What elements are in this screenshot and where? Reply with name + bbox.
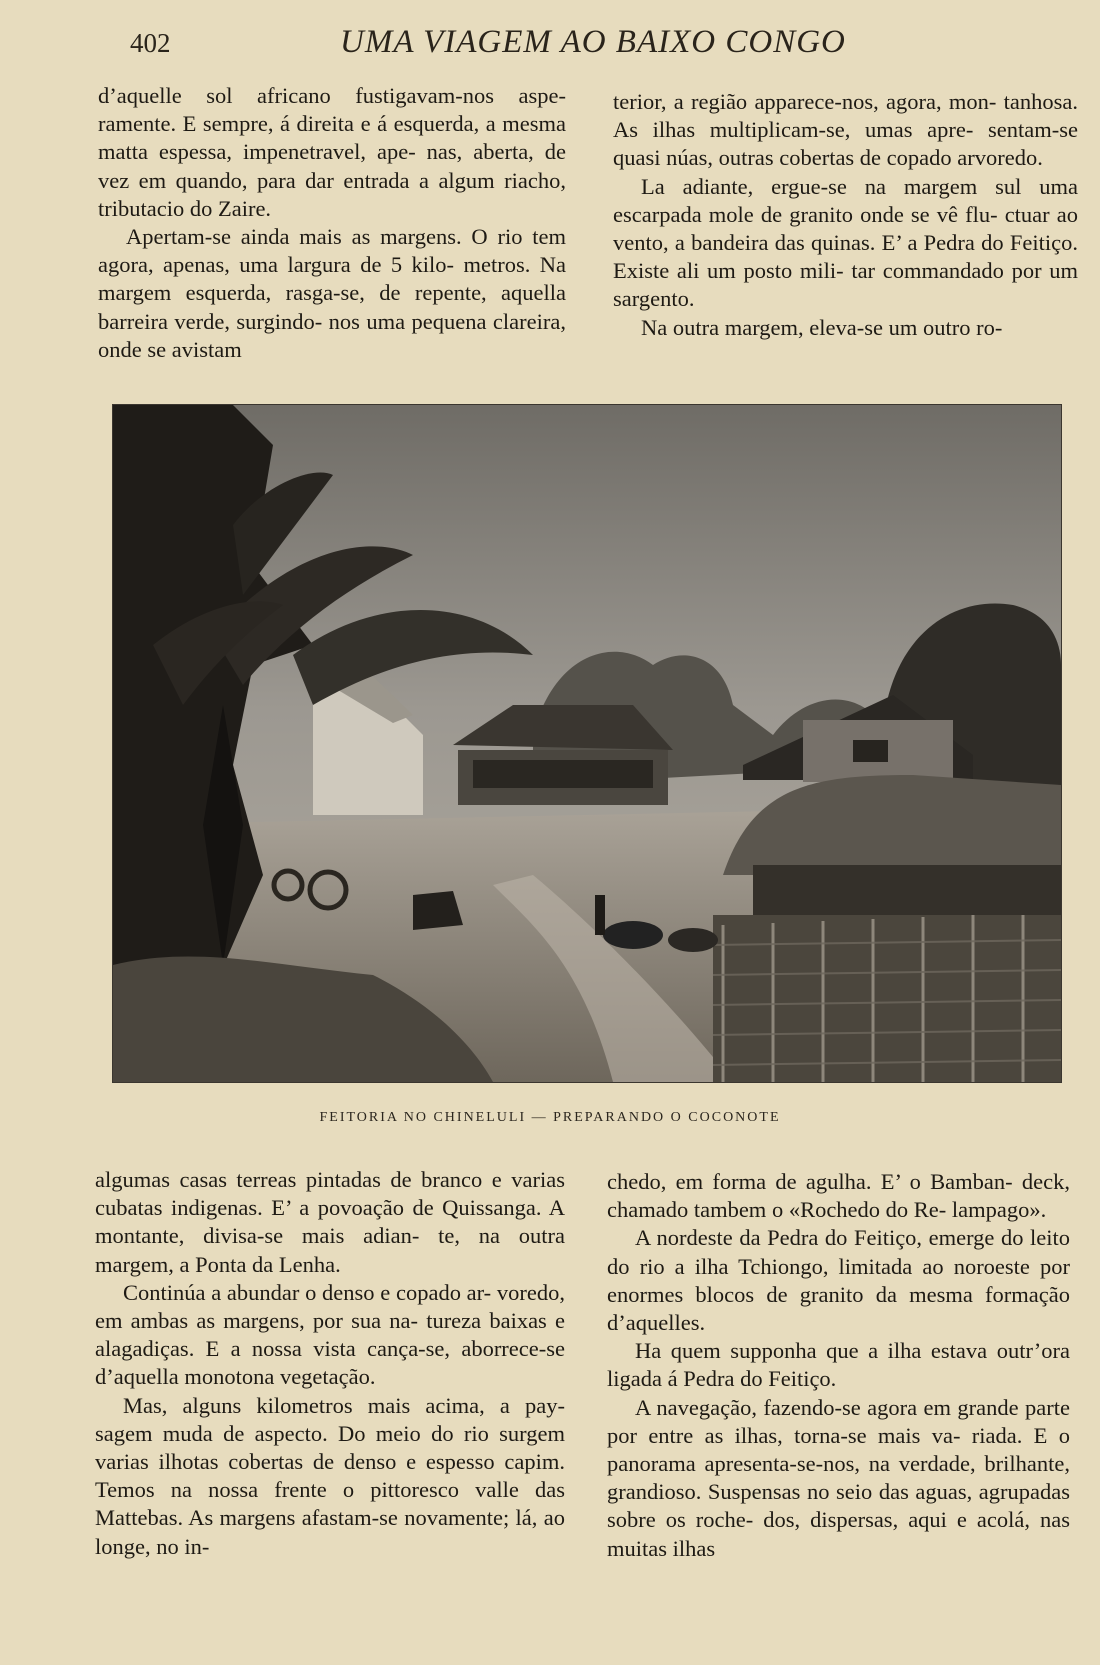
paragraph: algumas casas terreas pintadas de branco e varias cubatas indigenas. E’ a povoação de Quissanga. A montante, divisa-se mais adian- te, na outra margem, a Ponta da Lenha. bbox=[95, 1167, 565, 1277]
paragraph: Apertam-se ainda mais as margens. O rio tem agora, apenas, uma largura de 5 kilo- metros. Na margem esquerda, rasga-se, de repente, aquella barreira verde, surgindo- nos uma pequena clareira, onde se avistam bbox=[98, 224, 566, 362]
text-column-top-right bbox=[613, 88, 1078, 342]
page-header bbox=[0, 22, 1100, 66]
text-column-bottom-right bbox=[607, 1168, 1070, 1563]
paragraph: chedo, em forma de agulha. E’ o Bamban- deck, chamado tambem o «Rochedo do Re- lampago». bbox=[607, 1169, 1070, 1223]
paragraph: La adiante, ergue-se na margem sul uma escarpada mole de granito onde se vê flu- ctuar ao vento, a bandeira das quinas. E’ a Pedra do Feitiço. Existe ali um posto mili- tar commandado por um sargento. bbox=[613, 173, 1078, 312]
paragraph: d’aquelle sol africano fustigavam-nos aspe- ramente. E sempre, á direita e á esquerda, a mesma matta espessa, impenetravel, ape- nas, aberta, de vez em quando, para dar entrada a algum riacho, tributacio do Zaire. bbox=[98, 83, 566, 221]
paragraph: Ha quem supponha que a ilha estava outr’ora ligada á Pedra do Feitiço. bbox=[607, 1338, 1070, 1392]
paragraph: A navegação, fazendo-se agora em grande parte por entre as ilhas, torna-se mais va- riada. E o panorama apresenta-se-nos, na verdade, brilhante, grandioso. Suspensas no seio das aguas, agrupadas sobre os roche- dos, dispersas, aqui e acolá, nas muitas ilhas bbox=[607, 1394, 1070, 1561]
running-title: UMA VIAGEM AO BAIXO CONGO bbox=[340, 24, 846, 60]
paragraph: terior, a região apparece-nos, agora, mon- tanhosa. As ilhas multiplicam-se, umas apre- sentam-se quasi núas, outras cobertas de copado arvoredo. bbox=[613, 89, 1078, 171]
page-number: 402 bbox=[130, 28, 171, 58]
paragraph: Na outra margem, eleva-se um outro ro- bbox=[641, 314, 1003, 340]
text-column-bottom-left bbox=[95, 1166, 565, 1561]
paragraph: Mas, alguns kilometros mais acima, a pay- sagem muda de aspecto. Do meio do rio surgem varias ilhotas cobertas de denso e espesso capim. Temos na nossa frente o pittoresco valle das Mattebas. As margens afastam-se novamente; lá, ao longe, no in- bbox=[95, 1392, 565, 1559]
text-column-top-left bbox=[98, 82, 566, 364]
figure-caption: FEITORIA NO CHINELULI — PREPARANDO O COCONOTE bbox=[319, 1110, 781, 1125]
paragraph: Continúa a abundar o denso e copado ar- voredo, em ambas as margens, por sua na- tureza baixas e alagadiças. E a nossa vista cança-se, aborrece-se d’aquella monotona vegetação. bbox=[95, 1279, 565, 1390]
photograph-feitoria bbox=[113, 405, 1061, 1082]
paragraph: A nordeste da Pedra do Feitiço, emerge do leito do rio a ilha Tchiongo, limitada ao noroeste por enormes blocos de granito da mesma formação d’aquelles. bbox=[607, 1225, 1070, 1336]
